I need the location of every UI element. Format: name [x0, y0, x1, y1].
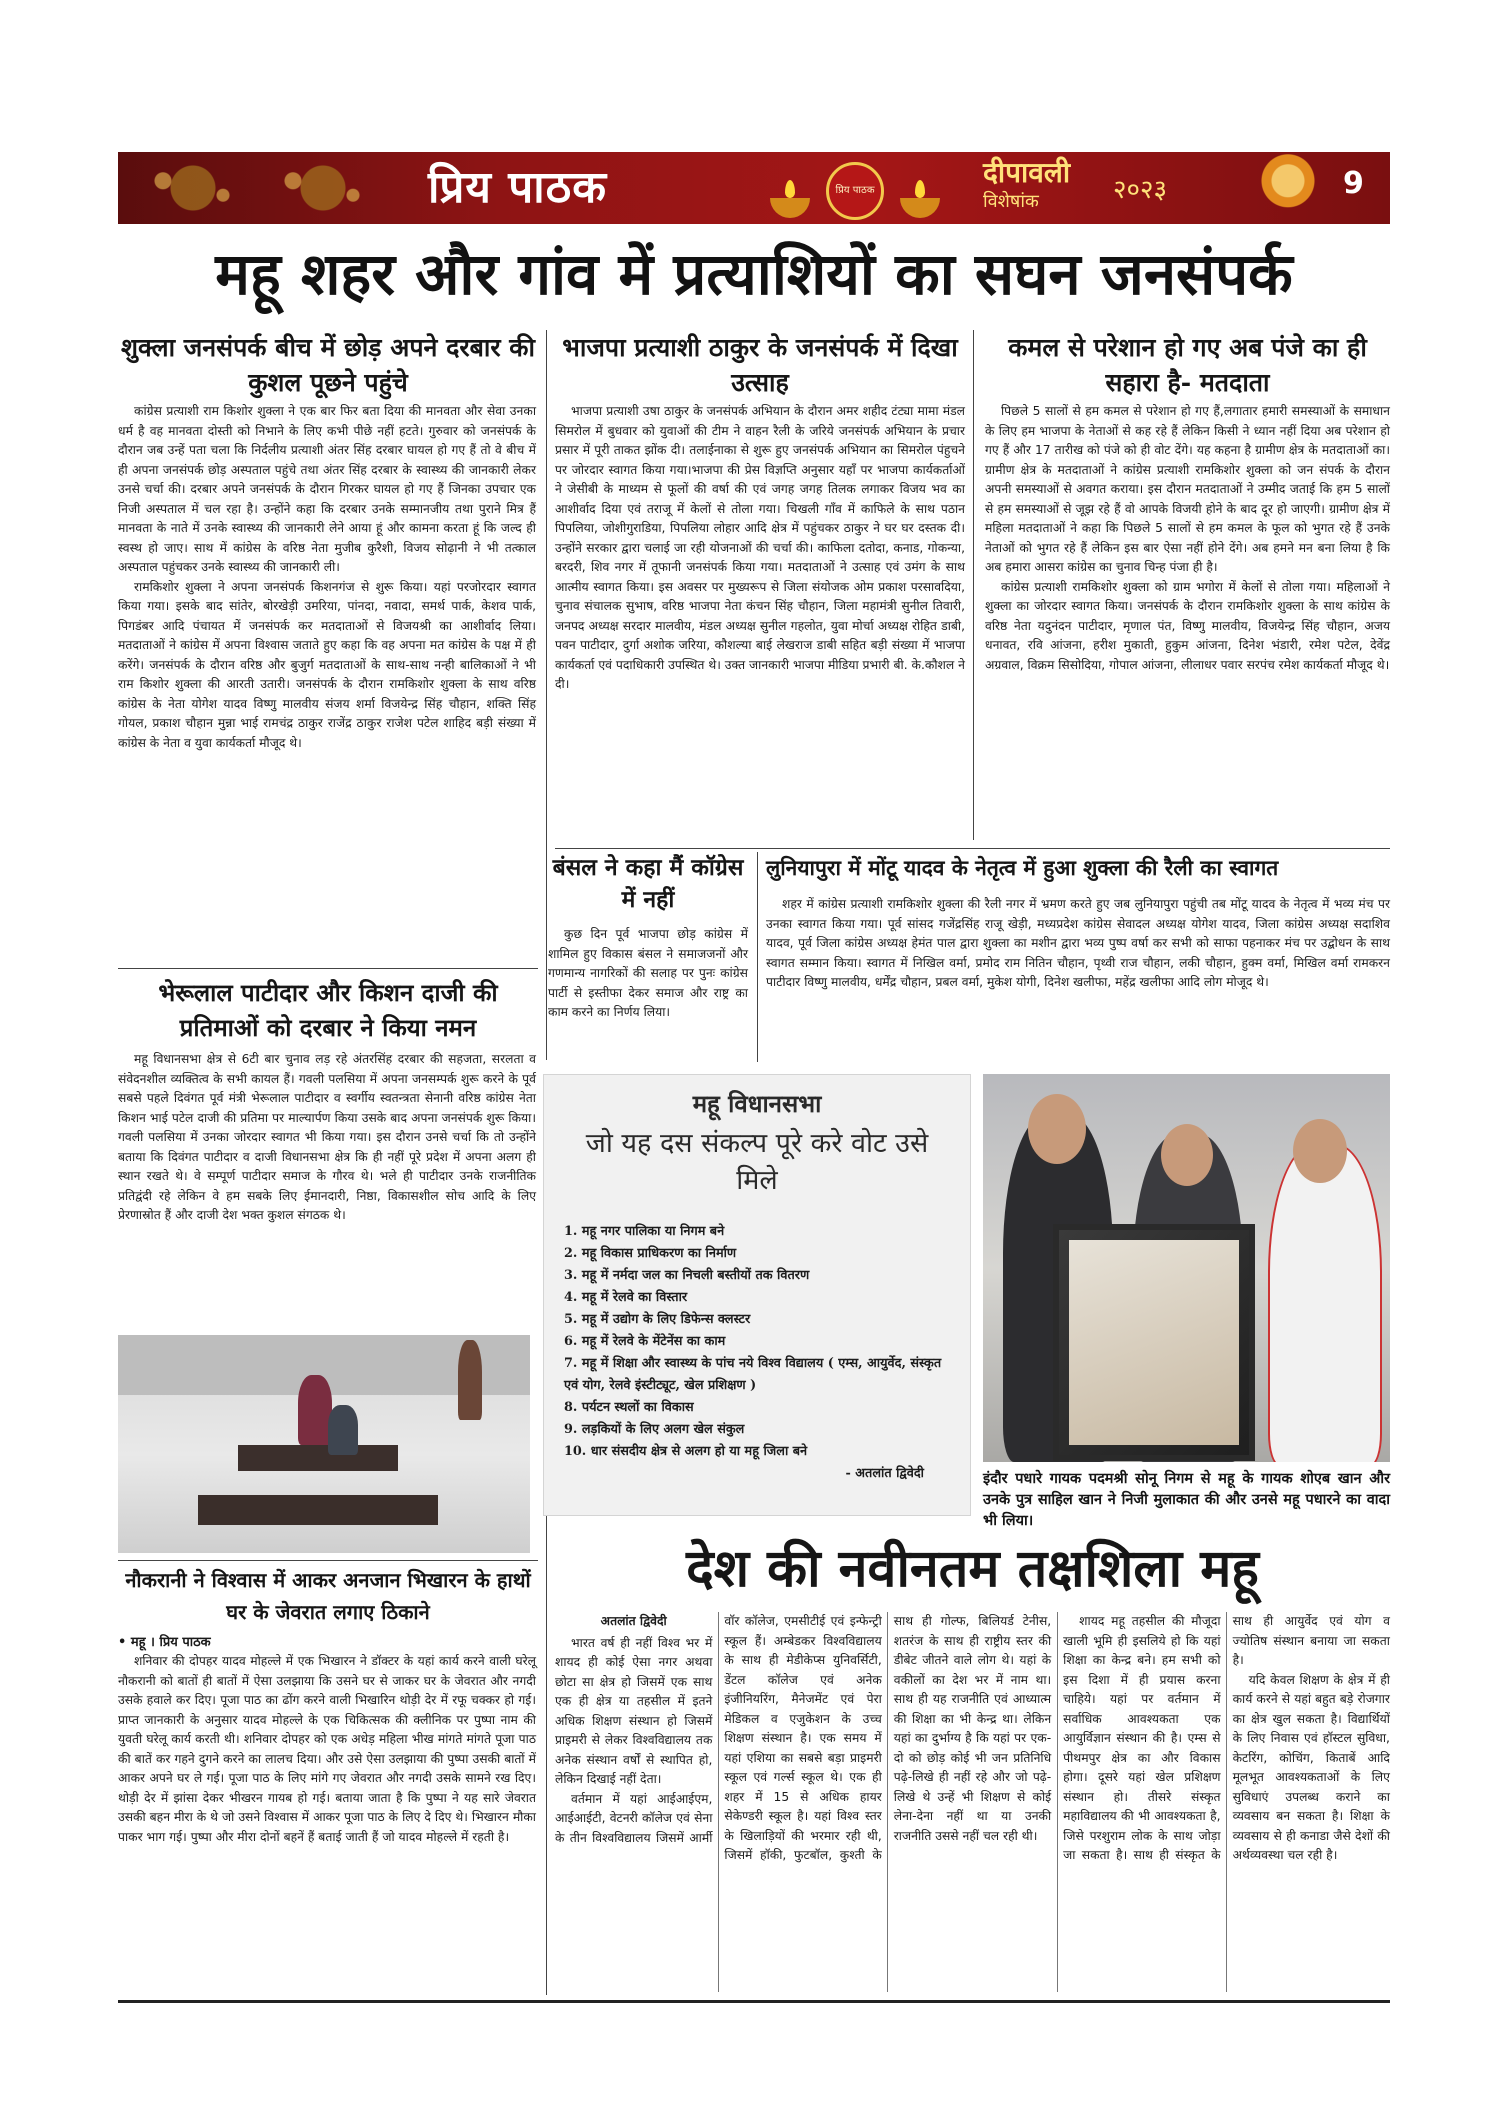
sankalp-item: 6. महू में रेलवे के मेंटेनेंस का काम — [564, 1334, 726, 1349]
paragraph: भाजपा प्रत्याशी उषा ठाकुर के जनसंपर्क अभियान के दौरान अमर शहीद टंट्या मामा मंडल सिमरोल में बुधवार को युवाओं की टीम ने वाहन रैली के जरिये जनसंपर्क अभियान के प्रचार प्रसार में पूरी ताकत झोंक दी। तलाईनाका से शुरू हुए जनसंपर्क अभियान का सिमरोल पंहुचने पर जोरदार स्वागत किया गया।भाजपा की प्रेस विज्ञप्ति अनुसार यहाँ पर भाजपा कार्यकर्ताओं ने जेसीबी के माध्यम से फूलों की वर्षा की एवं जगह जगह तिलक लगाकर विजय भव का आशीर्वाद दिया एवं तराजू में केलों से तोला गया। चिखली गाँव में काफिले के साथ पठान पिपलिया, जोशीगुराडिया, पिपलिया लोहार आदि क्षेत्र में पहुंचकर ठाकुर ने घर घर दस्तक दी। उन्होंने सरकार द्वारा चलाई जा रही योजनाओं की चर्चा की। काफिला दतोदा, कनाड, गोकन्या, बरदरी, शिव नगर में तूफानी जनसंपर्क किया गया। मतदाताओं ने उत्साह एवं उमंग के साथ आत्मीय स्वागत किया। इस अवसर पर मुख्यरूप से जिला संयोजक ओम प्रकाश परसावदिया, चुनाव संचालक सुभाष, वरिष्ठ भाजपा नेता कंचन सिंह चौहान, जिला महामंत्री सुनील तिवारी, जनपद अध्यक्ष सरदार मालवीय, मंडल अध्यक्ष सुनील गहलोत, युवा मोर्चा अध्यक्ष रोहित डाबी, पवन पाटीदार, दुर्गा अशोक जरिया, कौशल्या बाई लेखराज डाबी सहित बड़ी संख्या में भाजपा कार्यकर्ता एवं पदाधिकारी उपस्थित थे। उक्त जानकारी भाजपा मीडिया प्रभारी बी. के.कौशल ने दी। — [555, 404, 965, 691]
photo-face — [1161, 1124, 1213, 1186]
bhajpa-heading: भाजपा प्रत्याशी ठाकुर के जनसंपर्क में दिखा उत्साह — [562, 333, 958, 397]
paragraph: शहर में कांग्रेस प्रत्याशी रामकिशोर शुक्ला की रैली नगर में भ्रमण करते हुए जब लुनियापुरा पहुंची तब मोंटू यादव के नेतृत्व में भव्य मंच पर उनका स्वागत किया गया। पूर्व सांसद गजेंद्रसिंह राजू खेड़ी, मध्यप्रदेश कांग्रेस सेवादल अध्यक्ष योगेश यादव, जिला कांग्रेस अध्यक्ष सदाशिव यादव, पूर्व जिला कांग्रेस अध्यक्ष हेमंत पाल द्वारा शुक्ला का मशीन द्वारा भव्य पुष्प वर्षा कर सभी को साफा पहनाकर मंच पर उद्बोधन के साथ स्वागत सम्मान किया। स्वागत में निखिल वर्मा, प्रमोद राम नितिन चौहान, पृथ्वी राज चौहान, लकी चौहान, हुक्म वर्मा, मिखिल वर्मा रामकरन पाटीदार विष्णु मालवीय, धर्मेंद्र चौहान, प्रबल वर्मा, मुकेश योगी, दिनेश खलीफा, महेंद्र खलीफा आदि लोग मोजूद थे। — [766, 897, 1390, 989]
diya-icon — [900, 198, 940, 218]
sankalp-subtitle: जो यह दस संकल्प पूरे करे वोट उसे मिले — [585, 1128, 929, 1196]
brand-title: प्रिय पाठक — [428, 162, 608, 213]
paragraph: यदि केवल शिक्षण के क्षेत्र में ही कार्य करने से यहां बहुत बड़े रोजगार का क्षेत्र खुल सकता है। विद्यार्थियों के लिए निवास एवं हॉस्टल सुविधा, केटरिंग, कोचिंग, किताबें आदि मूलभूत आवश्यकताओं के लिए सुविधाएं उपलब्ध कराने का व्यवसाय बन सकता है। शिक्षा के व्यवसाय से ही कनाडा जैसे देशों की अर्थव्यवस्था चल रही है। — [1232, 1672, 1390, 1862]
kamal-heading: कमल से परेशान हो गए अब पंजे का ही सहारा है- मतदाता — [1008, 333, 1367, 397]
naukrani-heading: नौकरानी ने विश्वास में आकर अनजान भिखारन के हाथों घर के जेवरात लगाए ठिकाने — [125, 1568, 531, 1624]
bherulal-heading: भेरूलाल पाटीदार और किशन दाजी की प्रतिमाओं को दरबार ने किया नमन — [158, 978, 498, 1042]
paragraph: शनिवार की दोपहर यादव मोहल्ले में एक भिखारन ने डॉक्टर के यहां कार्य करने वाली घरेलू नौकरानी को बातों ही बातों में ऐसा उलझाया कि उसने घर से जाकर घर के जेवरात और नगदी उसके हवाले कर दिए। पूजा पाठ का ढोंग करने वाली भिखारिन थोड़ी देर में रफू चक्कर हो गई। प्राप्त जानकारी के अनुसार यादव मोहल्ले के एक चिकित्सक की क्लीनिक पर पुष्पा नाम की युवती घरेलू कार्य करती थी। शनिवार दोपहर को एक अधेड़ महिला भीख मांगते मांगते पूजा पाठ की बातें कर गहने दुगने करने का लालच दिया। और उसे ऐसा उलझाया की पुष्पा उसकी बातों में आकर अपने घर ले गई। पूजा पाठ के लिए मांगे गए जेवरात और नगदी उसके सामने रख दिए। थोड़ी देर में झांसा देकर भीखरन गायब हो गई। बताया जाता है कि पुष्पा ने यह सारे जेवरात उसकी बहन मीरा के थे जो उसने विश्वास में आकर पूजा पाठ के लिए दे दिए थे। भिखारन मौका पाकर भाग गई। पुष्पा और मीरा दोनों बहनें हैं बताई जाती हैं जो यादव मोहल्ले में रहती है। — [118, 1654, 536, 1844]
paragraph: वर्तमान में यहां आईआईएम, आईआईटी, वेटनरी कॉलेज एवं सेना के तीन विश्वविद्यालय जिसमें आर्मी वॉर कॉलेज, एमसीटीई एवं इन्फेन्ट्री स्कूल हैं। अम्बेडकर विश्वविद्यालय के साथ ही मेडीकेप्स युनिवर्सिटी, डेंटल कॉलेज एवं अनेक इंजीनियरिंग, मैनेजमेंट एवं पेरा मेडिकल व एजुकेशन के उच्च शिक्षण संस्थान है। एक समय में यहां एशिया का सबसे बड़ा प्राइमरी स्कूल एवं गर्ल्स स्कूल थे। एक ही शहर में 15 से अधिक हायर सेकेण्डरी स्कूल है। यहां विश्व स्तर के खिलाड़ियों की भरमार रही थी, जिसमें हॉकी, फुटबॉल, कुश्ती के साथ ही गोल्फ, बिलियर्ड टेनीस, शतरंज के साथ ही राष्ट्रीय स्तर की डीबेट जीतने वाले लोग थे। यहां के वकीलों का देश भर में नाम था। साथ ही यह राजनीति एवं आध्यात्म की शिक्षा का भी केन्द्र था। लेकिन यहां का दुर्भाग्य है कि यहां पर एक-दो को छोड़ कोई भी जन प्रतिनिधि पढ़े-लिखे ही नहीं रहे और जो पढ़े-लिखे थे उन्हें भी शिक्षण से कोई लेना-देना नहीं था या उनकी राजनीति उससे नहीं चल रही थी। — [555, 1614, 1052, 1862]
section-divider — [118, 1560, 538, 1561]
paragraph: महू विधानसभा क्षेत्र से 6टी बार चुनाव लड़ रहे अंतरसिंह दरबार की सहजता, सरलता व संवेदनशील व्यक्तित्व के सभी कायल हैं। गवली पलसिया में अपना जनसम्पर्क शुरू करने के पूर्व सबसे पहले दिवंगत पूर्व मंत्री भेरूलाल पाटीदार व स्वर्गीय स्वतन्त्रता सेनानी वरिष्ठ कांग्रेस नेता किशन भाई पटेल दाजी की प्रतिमा पर माल्यार्पण किया उसके बाद अपना जनसंपर्क शुरू किया। गवली पलसिया में उनका जोरदार स्वागत भी किया गया। इस दौरान उनसे चर्चा कि तो उन्होंने बताया कि दिवंगत पाटीदार व दाजी विधानसभा क्षेत्र कि ही नहीं पूरे प्रदेश में अपना अलग ही स्थान रखते थे। वे सम्पूर्ण पाटीदार समाज के गौरव थे। भले ही पाटीदार उनके राजनीतिक प्रतिद्वंदी रहे लेकिन वे हम सबके लिए ईमानदारी, निष्ठा, विकासशील सोच आदि के लिए प्रेरणास्रोत हैं और दाजी देश भक्त कुशल संगठक थे। — [118, 1052, 536, 1222]
photo-face — [1028, 1094, 1086, 1164]
main-headline: महू शहर और गांव में प्रत्याशियों का सघन जनसंपर्क — [215, 240, 1293, 308]
taxila-heading: देश की नवीनतम तक्षशिला महू — [686, 1538, 1259, 1599]
sankalp-item: 2. महू विकास प्राधिकरण का निर्माण — [564, 1246, 737, 1261]
bhajpa-body — [555, 402, 965, 695]
shukla-body — [118, 402, 536, 753]
taxila-author: अतलांत द्विवेदी — [600, 1614, 667, 1628]
page-number: 9 — [1343, 166, 1364, 201]
sankalp-signature: - अतलांत द्विवेदी — [845, 1466, 924, 1481]
sankalp-title: महू विधानसभा — [692, 1089, 822, 1118]
sankalp-item: 3. महू में नर्मदा जल का निचली बस्तीयों तक वितरण — [564, 1268, 810, 1283]
taxila-columns — [555, 1612, 1390, 1992]
naukrani-body — [118, 1652, 536, 1847]
cctv-bench — [198, 1495, 438, 1525]
column-divider — [757, 852, 758, 1062]
portrait-art — [1069, 1240, 1239, 1445]
bansal-heading: बंसल ने कहा मैं कॉग्रेस में नहीं — [552, 854, 744, 913]
sankalp-list — [564, 1221, 954, 1485]
sankalp-item: 7. महू में शिक्षा और स्वास्थ्य के पांच नये विश्व विद्यालय ( एम्स, आयुर्वेद, संस्कृत एवं योग, रेलवे इंस्टीट्यूट, खेल प्रशिक्षण ) — [564, 1356, 942, 1393]
masthead-banner — [118, 152, 1390, 224]
ornament-left — [118, 152, 268, 224]
paragraph: भारत वर्ष ही नहीं विश्व भर में शायद ही कोई ऐसा नगर अथवा छोटा सा क्षेत्र हो जिसमें एक साथ एक ही क्षेत्र या तहसील में इतने अधिक शिक्षण संस्थान हो जिसमें प्राइमरी से लेकर विश्वविद्यालय तक अनेक संस्थान वर्षों से स्थापित हो, लेकिन दिखाई नहीं देता। — [555, 1635, 713, 1786]
shukla-heading: शुक्ला जनसंपर्क बीच में छोड़ अपने दरबार की कुशल पूछने पहुंचे — [121, 333, 535, 397]
sankalp-box — [543, 1074, 971, 1516]
edition-subtitle: विशेषांक — [983, 191, 1039, 212]
paragraph: कांग्रेस प्रत्याशी राम किशोर शुक्ला ने एक बार फिर बता दिया की मानवता और सेवा उनका धर्म है वह मानवता दोस्ती को निभाने के लिए कभी पीछे नहीं हटते। गुरुवार को जनसंपर्क के दौरान जब उन्हें पता चला कि निर्दलीय प्रत्याशी अंतर सिंह दरबार घायल हो गए हैं तो वे बीच में ही अपना जनसंपर्क छोड़ अस्पताल पहुंचे तथा अंतर सिंह दरबार के स्वास्थ्य की जानकारी लेकर उनसे चर्चा की। दरबार अपने जनसंपर्क के दौरान गिरकर घायल हो गए हैं जिनका उपचार एक निजी अस्पताल में चल रहा है। उन्होंने कहा कि दरबार उनके सम्मानजीय तथा पुराने मित्र हैं मानवता के नाते में उनके स्वास्थ्य की जानकारी लेने आया हूं और कामना करता हूं कि जल्द ही स्वस्थ हो जाए। साथ में कांग्रेस के वरिष्ठ नेता मुजीब कुरैशी, विजय सोढ़ानी ने भी तत्काल अस्पताल पहुंचकर उनके स्वास्थ्य की जानकारी ली। — [118, 404, 536, 574]
cctv-image — [118, 1335, 530, 1553]
luniyapura-heading: लुनियापुरा में मोंटू यादव के नेतृत्व में हुआ शुक्ला की रैली का स्वागत — [766, 855, 1279, 880]
section-divider — [118, 968, 538, 969]
paragraph: पिछले 5 सालों से हम कमल से परेशान हो गए हैं,लगातार हमारी समस्याओं के समाधान के लिए हम भाजपा के नेताओं से कह रहे हैं लेकिन किसी ने ध्यान नहीं दिया अब परेशान हो गए हैं और 17 तारीख को पंजे को ही वोट देंगे। यह कहना है ग्रामीण क्षेत्र के मतदाताओं का। ग्रामीण क्षेत्र के मतदाताओं ने कांग्रेस प्रत्याशी रामकिशोर शुक्ला को जन संपर्क के दौरान अपनी समस्याओं से अवगत कराया। इस दौरान मतदाताओं ने उम्मीद जताई कि हम 5 सालों से हम समस्याओं से जूझ रहे हैं वो आपके विजयी होने के बाद दूर हो जाएगी। ग्रामीण क्षेत्र में महिला मतदाताओं ने कहा कि पिछले 5 सालों से हम कमल के फूल को भुगत रहे हैं उनके नेताओं को भुगत रहे हैं लेकिन इस बार ऐसा नहीं होने देंगे। अब हमने मन बना लिया है कि अब हमारा आसरा कांग्रेस का चुनाव चिन्ह पंजा ही है। — [985, 404, 1390, 574]
naukrani-byline: • महू । प्रिय पाठक — [118, 1635, 211, 1650]
luniyapura-body — [766, 895, 1390, 993]
sankalp-item: 4. महू में रेलवे का विस्तार — [564, 1290, 688, 1305]
seal-text: प्रिय पाठक — [835, 185, 875, 196]
sankalp-item: 8. पर्यटन स्थलों का विकास — [564, 1400, 694, 1415]
paragraph: कांग्रेस प्रत्याशी रामकिशोर शुक्ला को ग्राम भगोरा में केलों से तोला गया। महिलाओं ने शुक्ला का जोरदार स्वागत किया। जनसंपर्क के दौरान रामकिशोर शुक्ला के साथ कांग्रेस के वरिष्ठ नेता यदुनंदन पाटीदार, मृणाल पंत, विष्णु मालवीय, विजयेन्द्र सिंह चौहान, अजय धनावत, रवि आंजना, हरीश मुकाती, हुकुम आंजना, दिनेश भंडारी, रमेश पटेल, देवेंद्र अग्रवाल, विक्रम सिसोदिया, गोपाल आंजना, लीलाधर पवार सरपंच रमेश कार्यकर्ता मौजूद थे। — [985, 579, 1390, 672]
edition-box — [983, 156, 1103, 220]
column-divider — [973, 330, 974, 840]
cctv-person — [298, 1375, 332, 1445]
taxila-body — [555, 1612, 1390, 1866]
edition-year: २०२३ — [1113, 175, 1168, 205]
kamal-body — [985, 402, 1390, 675]
brand-seal — [826, 162, 884, 220]
section-divider — [555, 848, 1390, 849]
brand-box — [428, 158, 758, 218]
sankalp-item: 9. लड़कियों के लिए अलग खेल संकुल — [564, 1422, 745, 1437]
edition-title: दीपावली — [983, 156, 1071, 189]
photo-person — [1268, 1144, 1382, 1462]
sankalp-item: 10. धार संसदीय क्षेत्र से अलग हो या महू जिला बने — [564, 1444, 808, 1459]
sankalp-item: 1. महू नगर पालिका या निगम बने — [564, 1224, 725, 1239]
cctv-bench — [238, 1445, 398, 1471]
paragraph: शायद महू तहसील की मौजूदा खाली भूमि ही इसलिये हो कि यहां शिक्षा का केन्द्र बने। हम सभी को इस दिशा में ही प्रयास करना चाहिये। यहां पर वर्तमान में सर्वाधिक आवश्यकता एक आयुर्विज्ञान संस्थान की है। एम्स से पीथमपुर क्षेत्र का और विकास होगा। दूसरे यहां खेल प्रशिक्षण संस्थान हो। तीसरे संस्कृत महाविद्यालय की भी आवश्यकता है, जिसे परशुराम लोक के साथ जोड़ा जा सकता है। साथ ही संस्कृत के साथ ही आयुर्वेद एवं योग व ज्योतिष संस्थान बनाया जा सकता है। — [1063, 1614, 1390, 1862]
photo-face — [1293, 1119, 1347, 1183]
paragraph: रामकिशोर शुक्ला ने अपना जनसंपर्क किशनगंज से शुरू किया। यहां परजोरदार स्वागत किया गया। इसके बाद सांतेर, बोरखेड़ी उमरिया, पांनदा, नवादा, समर्थ पार्क, केशव पार्क, पिगडंबर आदि पंचायत में जनसंपर्क कर मतदाताओं से विजयश्री का आशीर्वाद लिया। मतदाताओं ने कांग्रेस में अपना विश्वास जताते हुए कहा कि वह अपना मत कांग्रेस के पक्ष में ही करेंगे। जनसंपर्क के दौरान वरिष्ठ और बुजुर्ग मतदाताओं के साथ-साथ नन्ही बालिकाओं ने भी राम किशोर शुक्ला की आरती उतारी। जनसंपर्क के दौरान रामकिशोर शुक्ला के साथ वरिष्ठ कांग्रेस के नेता योगेश यादव विष्णु मालवीय संजय शर्मा विजयेन्द्र सिंह चौहान, शक्ति सिंह गोयल, प्रकाश चौहान मुन्ना भाई रामचंद्र ठाकुर राजेंद्र ठाकुर राजेश पटेल शाहिद बड़ी संख्या में कांग्रेस के नेता व युवा कार्यकर्ता मौजूद थे। — [118, 579, 536, 750]
ornament-left-2 — [248, 152, 398, 224]
diya-icon — [770, 198, 810, 218]
sankalp-item: 5. महू में उद्योग के लिए डिफेन्स क्लस्टर — [564, 1312, 751, 1327]
photo-caption: इंदौर पधारे गायक पदमश्री सोनू निगम से महू के गायक शोएब खान और उनके पुत्र साहिल खान ने निजी मुलाकात की और उनसे महू पधारने का वादा भी लिया। — [983, 1470, 1390, 1529]
cctv-person — [458, 1340, 482, 1420]
cctv-person — [328, 1405, 358, 1455]
page-bottom-rule — [118, 2000, 1390, 2003]
portrait-frame — [1053, 1224, 1255, 1461]
paragraph: कुछ दिन पूर्व भाजपा छोड़ कांग्रेस में शामिल हुए विकास बंसल ने समाजजनों और गणमान्य नागरिकों की सलाह पर पुनः कांग्रेस पार्टी से इस्तीफा देकर समाज और राष्ट्र का काम करने का निर्णय लिया। — [548, 927, 748, 1019]
bherulal-body — [118, 1050, 536, 1226]
lakshmi-icon — [1248, 152, 1328, 224]
column-divider — [546, 330, 547, 1060]
bansal-body — [548, 925, 748, 1023]
singers-photo — [983, 1074, 1390, 1462]
